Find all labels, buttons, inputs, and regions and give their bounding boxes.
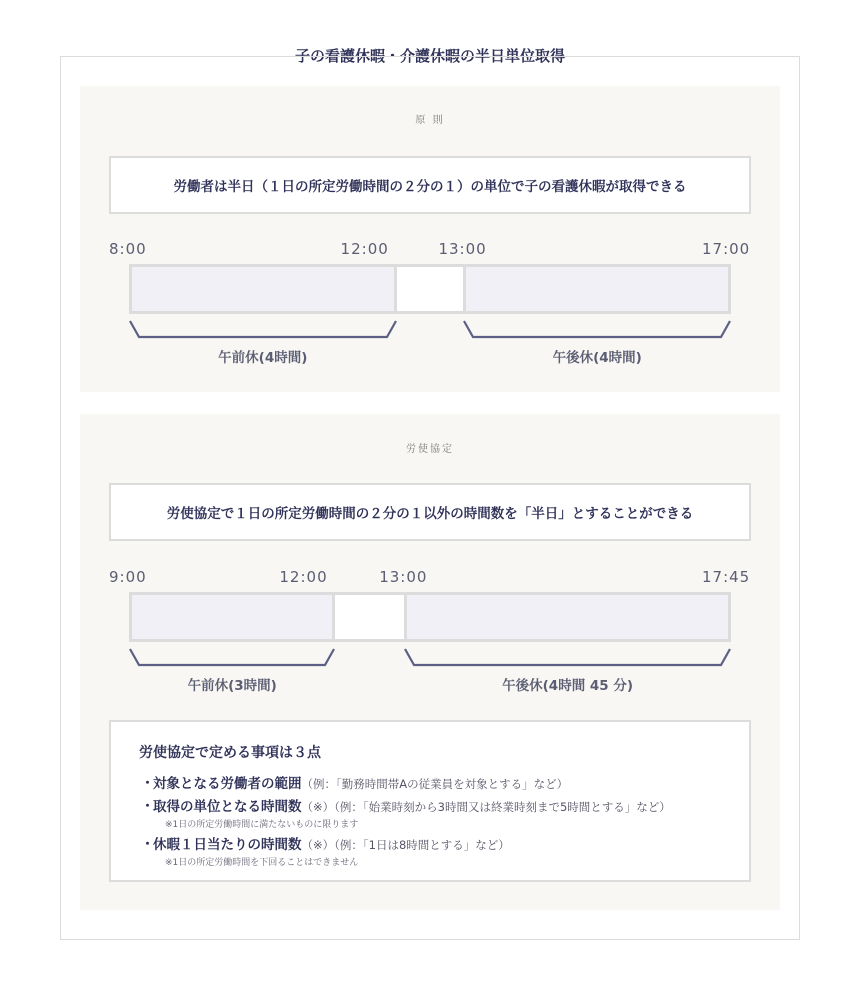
section-principle (80, 86, 780, 392)
section-label: 労使協定 (406, 444, 454, 455)
pm-leave-label: 午後休(4時間 45 分) (502, 678, 634, 694)
page-title: 子の看護休暇・介護休暇の半日単位取得 (0, 45, 860, 67)
timeline-agreement (80, 568, 780, 698)
time-tick: 8:00 (109, 240, 147, 258)
items-heading: 労使協定で定める事項は３点 (139, 745, 321, 761)
item-footnote: ※1日の所定労働時間を下回ることはできません (165, 858, 359, 868)
am-brace (129, 648, 335, 668)
agreement-item (139, 795, 749, 830)
agreement-item (139, 833, 749, 868)
pm-brace-shape (404, 648, 731, 668)
am-brace-shape (129, 320, 397, 340)
item-title: 取得の単位となる時間数 (153, 799, 302, 815)
pm-leave-segment (463, 264, 731, 314)
am-brace (129, 320, 397, 340)
bullet-icon: ・ (141, 776, 155, 791)
timeline-principle (80, 240, 780, 370)
principle-statement: 労働者は半日（１日の所定労働時間の２分の１）の単位で子の看護休暇が取得できる (109, 156, 751, 214)
section-labor-agreement (80, 414, 780, 910)
pm-brace (463, 320, 731, 340)
time-tick: 12:00 (279, 568, 328, 586)
item-title: 休暇１日当たりの時間数 (153, 837, 302, 853)
pm-leave-segment (404, 592, 731, 642)
bullet-icon: ・ (141, 799, 155, 814)
time-tick: 9:00 (109, 568, 147, 586)
time-tick: 17:45 (702, 568, 751, 586)
time-tick: 17:00 (702, 240, 751, 258)
item-footnote: ※1日の所定労働時間に満たないものに限ります (165, 820, 359, 830)
am-leave-segment (129, 592, 335, 642)
bullet-icon: ・ (141, 837, 155, 852)
pm-leave-label: 午後休(4時間) (552, 350, 642, 366)
item-example: （※）（例：「始業時刻から3時間又は終業時刻まで5時間とする」など） (301, 800, 671, 814)
agreement-item (139, 772, 749, 792)
section-label: 原 則 (415, 115, 445, 126)
pm-brace-shape (463, 320, 731, 340)
lunch-break-segment (335, 592, 404, 642)
items-list (139, 772, 749, 868)
lunch-break-segment (397, 264, 464, 314)
am-leave-segment (129, 264, 397, 314)
am-leave-label: 午前休(3時間) (187, 678, 277, 694)
item-title: 対象となる労働者の範囲 (153, 776, 302, 792)
am-brace-shape (129, 648, 335, 668)
time-tick: 13:00 (438, 240, 487, 258)
agreement-statement: 労使協定で１日の所定労働時間の２分の１以外の時間数を「半日」とすることができる (109, 483, 751, 541)
pm-brace (404, 648, 731, 668)
item-example: （例：「勤務時間帯Aの従業員を対象とする」など） (301, 777, 569, 791)
item-example: （※）（例：「1日は8時間とする」など） (301, 838, 510, 852)
am-leave-label: 午前休(4時間) (218, 350, 308, 366)
agreement-items-box (109, 720, 751, 882)
time-tick: 13:00 (379, 568, 428, 586)
time-tick: 12:00 (340, 240, 389, 258)
